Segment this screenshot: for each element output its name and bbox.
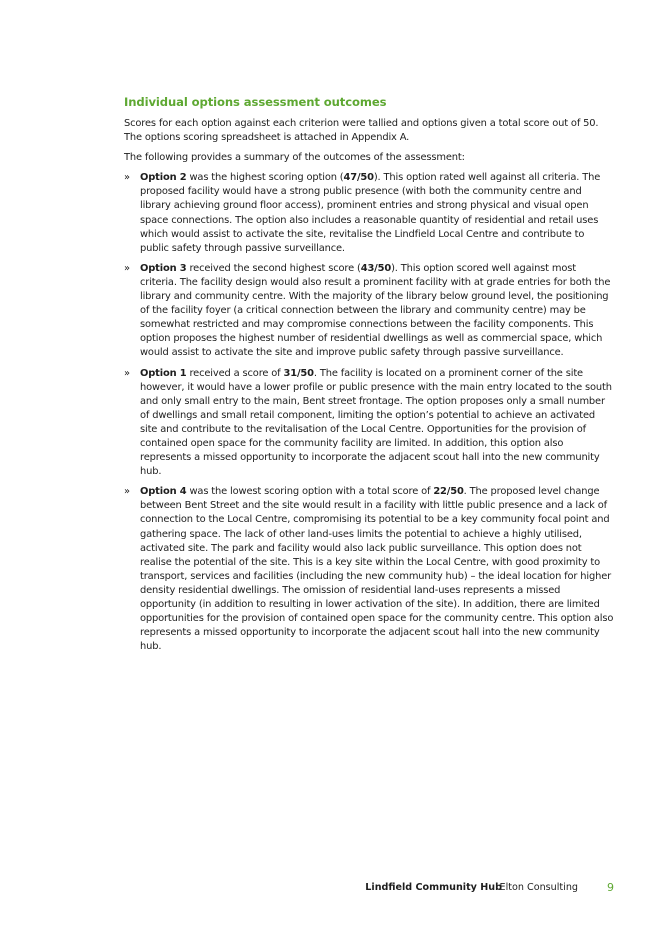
option-label: Option 1 [140,367,187,379]
intro-paragraph-2: The following provides a summary of the outcomes of the assessment: [124,152,465,164]
option-text-body: ). This option rated well against all criteria. The proposed facility would have a strong public presence (with both the community centre and library achieving ground floor access), prominent entries and strong physical and visual open space connections. The option also includes a reasonable quantity of residential and retail uses which would assist to activate the site, revitalise the Lindfield Local Centre and contribute to public safety through passive surveillance. [140,172,601,254]
bullet-marker: » [124,367,130,379]
bullet-marker: » [124,172,130,184]
footer-document-title: Lindfield Community Hub [365,882,502,893]
intro-paragraph-1: Scores for each option against each criterion were tallied and options given a total score out of 50. The options scoring spreadsheet is attached in Appendix A. [124,118,599,144]
option-text-intro: was the highest scoring option ( [186,172,344,184]
option-score: 22/50 [433,486,464,498]
option-text-body: . The proposed level change between Bent Street and the site would result in a facility with little public presence and a lack of connection to the Local Centre, compromising its potential to be a key community focal point and gathering space. The lack of other land-uses limits the potential to achieve a highly utilised, activated site. The park and facility would also lack public surveillance. This option does not realise the potential of the site. This is a key site within the Local Centre, with good proximity to transport, services and facilities (including the new community hub) – the ideal location for higher density residential dwellings. The omission of residential land-uses represents a missed opportunity (in addition to resulting in lower activation of the site). In addition, there are limited opportunities for the provision of contained open space for the community centre. This option also represents a missed opportunity to incorporate the adjacent scout hall into the new community hub. [140,486,614,653]
document-body [124,94,614,660]
option-score: 47/50 [343,172,374,184]
options-outcomes-list [124,171,614,654]
section-heading: Individual options assessment outcomes [124,95,387,109]
option-text-intro: was the lowest scoring option with a total score of [186,486,434,498]
bullet-option-2 [124,171,614,256]
bullet-marker: » [124,262,130,274]
option-label: Option 2 [140,172,187,184]
page-footer [0,878,656,898]
bullet-option-1 [124,367,614,480]
footer-organisation: Elton Consulting [499,882,578,893]
option-label: Option 4 [140,486,187,498]
bullet-option-4 [124,485,614,654]
page-number: 9 [607,881,614,894]
bullet-marker: » [124,486,130,498]
option-text-intro: received a score of [186,367,284,379]
bullet-option-3 [124,262,614,361]
option-text-body: . The facility is located on a prominent corner of the site however, it would have a lower profile or public presence with the main entry located to the south and only small entry to the main, Bent street frontage. The option proposes only a small number of dwellings and small retail component, limiting the option’s potential to achieve an activated site and contribute to the revitalisation of the Local Centre. Opportunities for the provision of contained open space for the community facility are limited. In addition, this option also represents a missed opportunity to incorporate the adjacent scout hall into the new community hub. [140,367,612,478]
option-score: 31/50 [283,367,314,379]
option-label: Option 3 [140,262,187,274]
option-score: 43/50 [360,262,392,274]
option-text-body: ). This option scored well against most criteria. The facility design would also result a prominent facility with at grade entries for both the library and community centre. With the majority of the library below ground level, the positioning of the facility foyer (a critical connection between the library and community centre) may be somewhat restricted and may compromise connections between the facility components. This option proposes the highest number of residential dwellings as well as commercial space, which would assist to activate the site and improve public safety through passive surveillance. [140,262,611,359]
option-text-intro: received the second highest score ( [186,262,361,274]
